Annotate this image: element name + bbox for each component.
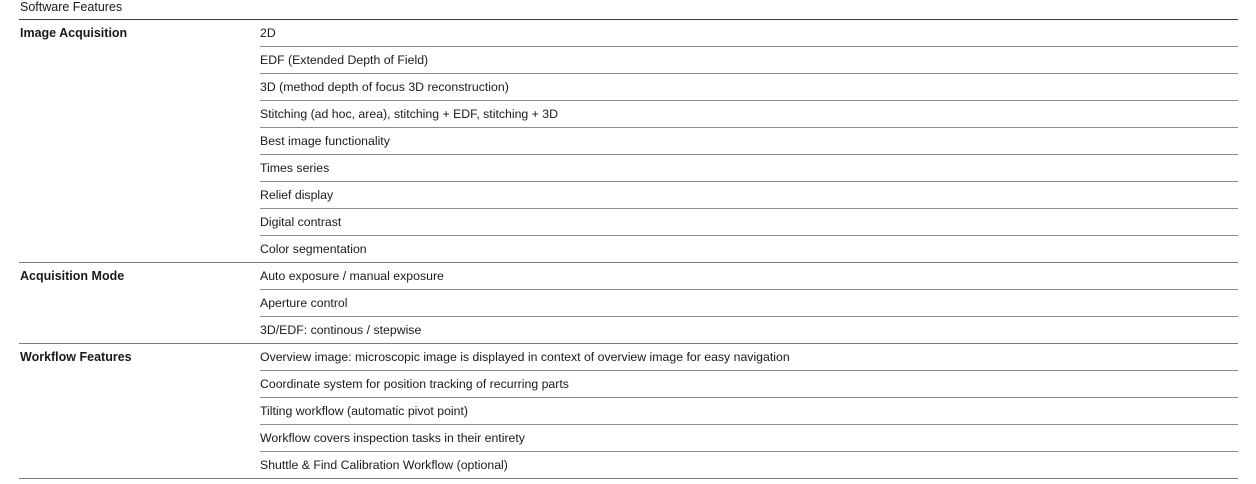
feature-item: 3D (method depth of focus 3D reconstruction): [260, 74, 1238, 101]
feature-list: [260, 20, 1238, 262]
table-title: Software Features: [20, 0, 123, 14]
feature-item: Best image functionality: [260, 128, 1238, 155]
software-features-table: [19, 0, 1238, 479]
feature-item: 2D: [260, 20, 1238, 47]
feature-item: Relief display: [260, 182, 1238, 209]
feature-item: Shuttle & Find Calibration Workflow (optional): [260, 458, 508, 472]
feature-item: Color segmentation: [260, 242, 367, 256]
feature-item: EDF (Extended Depth of Field): [260, 47, 1238, 74]
feature-item: Stitching (ad hoc, area), stitching + EDF, stitching + 3D: [260, 101, 1238, 128]
feature-item: Aperture control: [260, 290, 1238, 317]
feature-item: 3D/EDF: continous / stepwise: [260, 323, 422, 337]
feature-item: Auto exposure / manual exposure: [260, 263, 1238, 290]
group-acquisition-mode: [19, 263, 1238, 344]
feature-list: [260, 344, 1238, 478]
group-label: Image Acquisition: [20, 26, 128, 40]
feature-item: Coordinate system for position tracking of recurring parts: [260, 371, 1238, 398]
feature-item: Workflow covers inspection tasks in their entirety: [260, 425, 1238, 452]
group-label: Workflow Features: [20, 350, 132, 364]
table-header: [19, 0, 1238, 20]
group-label: Acquisition Mode: [20, 269, 125, 283]
feature-item: Tilting workflow (automatic pivot point): [260, 398, 1238, 425]
feature-list: [260, 263, 1238, 343]
group-workflow-features: [19, 344, 1238, 479]
feature-item: Overview image: microscopic image is displayed in context of overview image for easy navigation: [260, 344, 1238, 371]
feature-item: Times series: [260, 155, 1238, 182]
group-image-acquisition: [19, 20, 1238, 263]
feature-item: Digital contrast: [260, 209, 1238, 236]
